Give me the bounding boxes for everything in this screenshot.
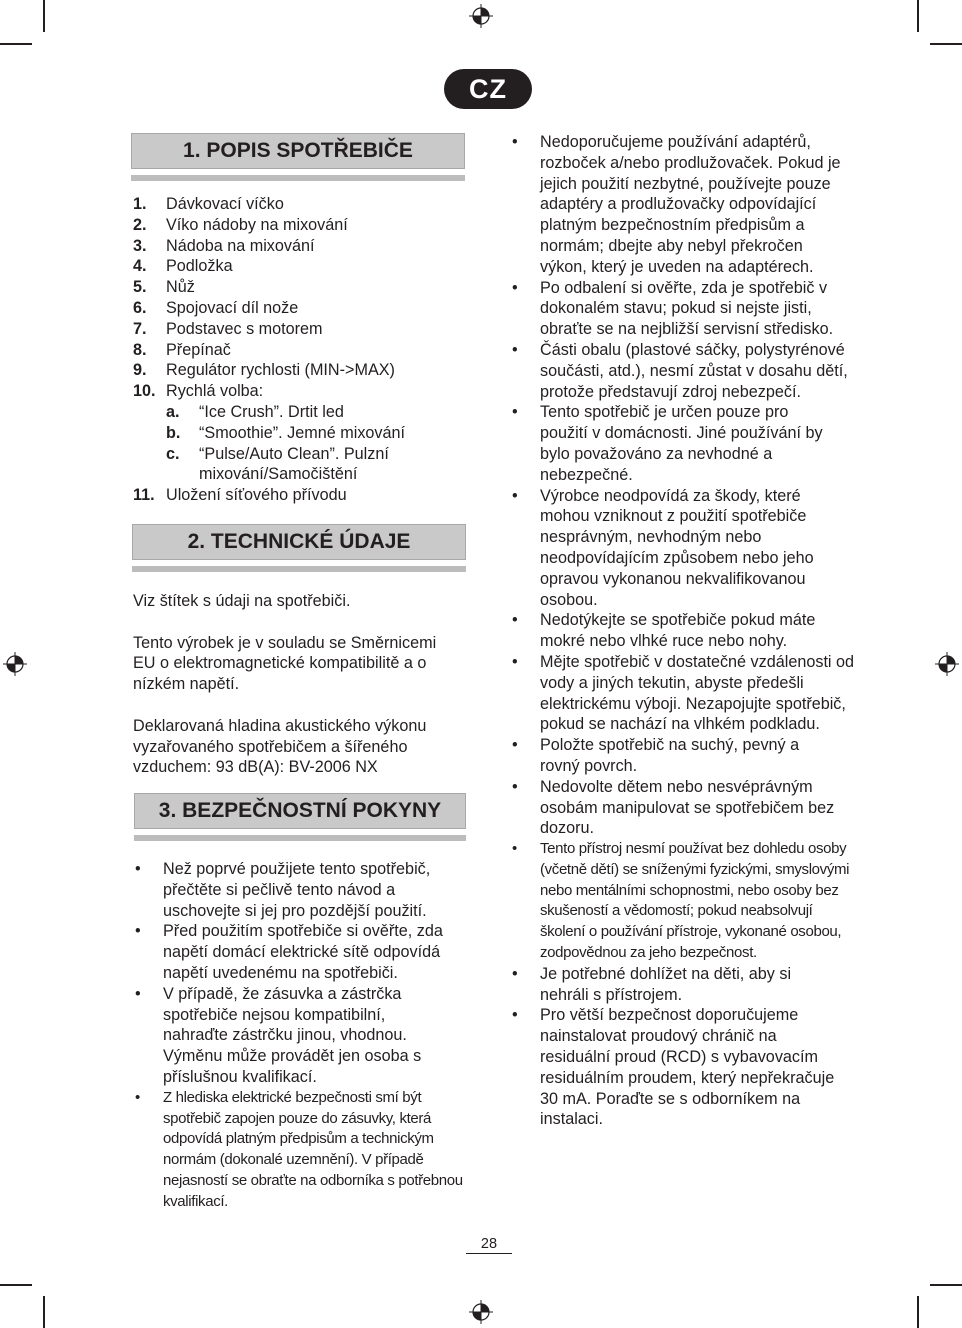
- bullet-item: • Mějte spotřebič v dostatečné vzdálenosti od vody a jiných tekutin, abyste předešli elektrickému výboji. Nezapojujte spotřebič, pokud se nachází na vlhkém podkladu.: [510, 652, 855, 735]
- sub-list-item: c. “Pulse/Auto Clean”. Pulzní mixování/Samočištění: [166, 444, 389, 484]
- list-item: 8. Přepínač: [133, 340, 231, 359]
- bullet-item: • Pro větší bezpečnost doporučujeme nainstalovat proudový chránič na residuální proud (RCD) s vybavovacím residuálním proudem, který nepřekračuje 30 mA. Poraďte se s odborníkem na instalaci.: [510, 1005, 840, 1130]
- section-3-title: 3. BEZPEČNOSTNÍ POKYNY: [134, 793, 466, 829]
- sub-list-item: a. “Ice Crush”. Drtit led: [166, 402, 344, 421]
- crop-mark: [0, 1284, 32, 1286]
- bullet-item: • Po odbalení si ověřte, zda je spotřebič v dokonalém stavu; pokud si nejste jisti, obraťte se na nejbližší servisní středisko.: [510, 278, 852, 340]
- safety-list-right: [510, 132, 855, 1130]
- list-item: 4. Podložka: [133, 257, 233, 276]
- crop-mark: [917, 1296, 919, 1328]
- bullet-item: • Nedotýkejte se spotřebiče pokud máte mokré nebo vlhké ruce nebo nohy.: [510, 610, 840, 652]
- section-3-header: [134, 793, 466, 841]
- crop-mark: [930, 1284, 962, 1286]
- list-item: 3. Nádoba na mixování: [133, 236, 315, 255]
- list-item: 9. Regulátor rychlosti (MIN->MAX): [133, 361, 395, 380]
- list-item: 11. Uložení síťového přívodu: [133, 486, 347, 505]
- page-number: 28: [466, 1236, 512, 1254]
- crop-mark: [917, 0, 919, 32]
- safety-list-left: [133, 859, 465, 1213]
- section-1-title: 1. POPIS SPOTŘEBIČE: [131, 133, 465, 169]
- list-item: 1. Dávkovací víčko: [133, 195, 284, 213]
- section-divider: [132, 566, 466, 572]
- registration-mark-icon: [469, 4, 493, 28]
- list-item: 10. Rychlá volba:: [133, 382, 264, 401]
- crop-mark: [43, 0, 45, 32]
- bullet-item: • Výrobce neodpovídá za škody, které mohou vzniknout z použití spotřebiče nesprávným, nevhodným nebo neodpovídajícím způsobem nebo jeho opravou vykonanou nekvalifikovanou osobou.: [510, 486, 840, 611]
- paragraph: Tento výrobek je v souladu se Směrnicemi EU o elektromagnetické kompatibilitě a o nízkém napětí.: [133, 633, 437, 694]
- registration-mark-icon: [469, 1300, 493, 1324]
- crop-mark: [0, 43, 32, 45]
- technical-data-text: [133, 591, 458, 799]
- crop-mark: [43, 1296, 45, 1328]
- bullet-item: • Části obalu (plastové sáčky, polystyrénové součásti, atd.), nesmí zůstat v dosahu dětí, protože představují zdroj nebezpečí.: [510, 340, 852, 402]
- list-item: 2. Víko nádoby na mixování: [133, 215, 348, 234]
- bullet-item: • Z hlediska elektrické bezpečnosti smí být spotřebič zapojen pouze do zásuvky, která odpovídá platným předpisům a technickým normám (dokonalé uzemnění). V případě nejasností se obraťte na odborníka s potřebnou kvalifikací.: [133, 1088, 468, 1213]
- list-item: 7. Podstavec s motorem: [133, 319, 323, 338]
- bullet-item: • Tento přístroj nesmí používat bez dohledu osoby (včetně dětí) se sníženými fyzickými, smyslovými nebo mentálními schopnostmi, nebo osoby bez skušeností a vědomostí; pokud neabsolvují školení o používání přístroje, vykonané osobou, zodpovědnou za jeho bezpečnost.: [510, 839, 850, 964]
- sub-list-item: b. “Smoothie”. Jemné mixování: [166, 423, 406, 442]
- language-badge: CZ: [444, 69, 532, 109]
- paragraph: Viz štítek s údaji na spotřebiči.: [133, 592, 351, 610]
- bullet-item: • Položte spotřebič na suchý, pevný a rovný povrch.: [510, 735, 835, 777]
- list-item: 5. Nůž: [133, 278, 195, 297]
- bullet-item: • Tento spotřebič je určen pouze pro použití v domácnosti. Jiné používání by bylo považováno za nevhodné a nebezpečné.: [510, 402, 840, 485]
- list-item: 6. Spojovací díl nože: [133, 298, 299, 317]
- bullet-item: • Je potřebné dohlížet na děti, aby si nehráli s přístrojem.: [510, 964, 825, 1006]
- bullet-item: • Nedovolte dětem nebo nesvéprávným osobám manipulovat se spotřebičem bez dozoru.: [510, 777, 840, 839]
- bullet-item: • V případě, že zásuvka a zástrčka spotřebiče nejsou kompatibilní, nahraďte zástrčku jinou, vhodnou. Výměnu může provádět jen osoba s příslušnou kvalifikací.: [133, 984, 448, 1088]
- section-divider: [134, 835, 466, 841]
- section-divider: [131, 175, 465, 181]
- section-2-title: 2. TECHNICKÉ ÚDAJE: [132, 524, 466, 560]
- crop-mark: [930, 43, 962, 45]
- registration-mark-icon: [935, 652, 959, 676]
- paragraph: Deklarovaná hladina akustického výkonu vyzařovaného spotřebičem a šířeného vzduchem: 93 dB(A): BV-2006 NX: [133, 716, 427, 777]
- section-2-header: [132, 524, 466, 572]
- section-1-header: [131, 133, 465, 181]
- bullet-item: • Nedoporučujeme používání adaptérů, rozboček a/nebo prodlužovaček. Pokud je jejich použití nezbytné, používejte pouze adaptéry a prodlužovačky odpovídající platným bezpečnostním předpisům a normám; dbejte aby nebyl překročen výkon, který je uveden na adaptérech.: [510, 132, 845, 278]
- parts-list: [133, 194, 453, 506]
- registration-mark-icon: [3, 652, 27, 676]
- bullet-item: • Před použitím spotřebiče si ověřte, zda napětí domácí elektrické sítě odpovídá napětí uvedenému na spotřebiči.: [133, 921, 458, 983]
- bullet-item: • Než poprvé použijete tento spotřebič, přečtěte si pečlivě tento návod a uschovejte si jej pro pozdější použití.: [133, 859, 448, 921]
